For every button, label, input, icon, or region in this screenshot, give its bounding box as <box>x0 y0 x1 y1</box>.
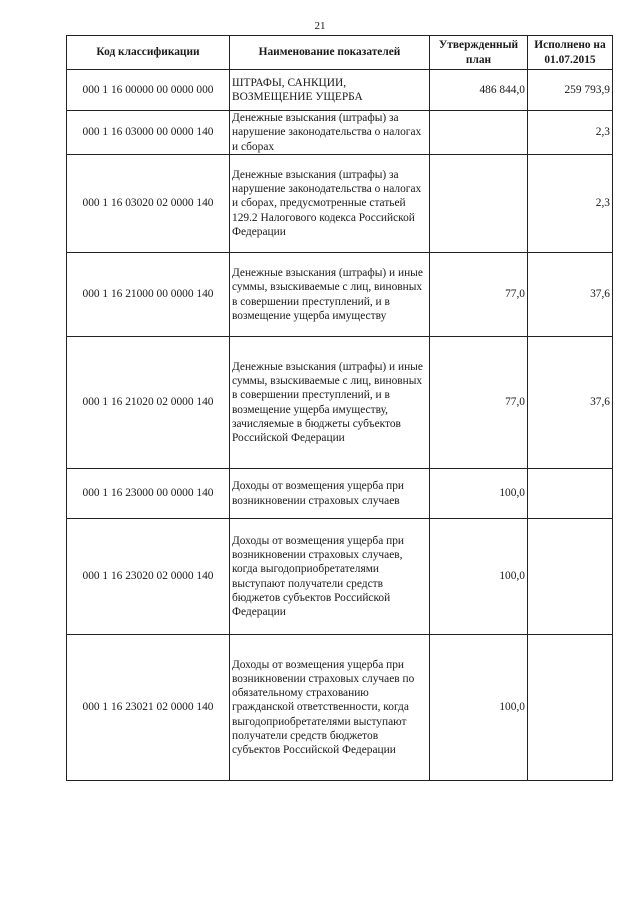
table-row <box>67 635 613 781</box>
row-name: Доходы от возмещения ущерба при возникновении страховых случаев, когда выгодоприобретателями выступают получатели средств бюджетов субъектов Российской Федерации <box>230 519 430 635</box>
table-row <box>67 337 613 469</box>
row-name: Денежные взыскания (штрафы) за нарушение законодательства о налогах и сборах, предусмотренные статьей 129.2 Налогового кодекса Российской Федерации <box>230 155 430 253</box>
row-code: 000 1 16 23000 00 0000 140 <box>67 469 230 519</box>
row-name: Денежные взыскания (штрафы) и иные суммы, взыскиваемые с лиц, виновных в совершении преступлений, и в возмещение ущерба имуществу, зачисляемые в бюджеты субъектов Российской Федерации <box>230 337 430 469</box>
table-row <box>67 70 613 111</box>
header-plan: Утвержденный план <box>430 36 528 70</box>
row-name: Денежные взыскания (штрафы) за нарушение законодательства о налогах и сборах <box>230 111 430 155</box>
row-plan <box>430 155 528 253</box>
table-row <box>67 469 613 519</box>
row-code: 000 1 16 03020 02 0000 140 <box>67 155 230 253</box>
table-row <box>67 111 613 155</box>
row-name: Доходы от возмещения ущерба при возникновении страховых случаев по обязательному страхованию гражданской ответственности, когда выгодоприобретателями выступают получатели средств бюджетов субъектов Российской Федерации <box>230 635 430 781</box>
header-name: Наименование показателей <box>230 36 430 70</box>
budget-table <box>66 35 613 781</box>
row-executed: 259 793,9 <box>528 70 613 111</box>
row-plan: 100,0 <box>430 469 528 519</box>
row-executed: 37,6 <box>528 337 613 469</box>
row-code: 000 1 16 21000 00 0000 140 <box>67 253 230 337</box>
row-plan <box>430 111 528 155</box>
header-code: Код классификации <box>67 36 230 70</box>
table-row <box>67 519 613 635</box>
row-executed <box>528 635 613 781</box>
row-name: ШТРАФЫ, САНКЦИИ, ВОЗМЕЩЕНИЕ УЩЕРБА <box>230 70 430 111</box>
row-code: 000 1 16 21020 02 0000 140 <box>67 337 230 469</box>
table-header-row <box>67 36 613 70</box>
row-plan: 486 844,0 <box>430 70 528 111</box>
row-plan: 100,0 <box>430 635 528 781</box>
row-name: Доходы от возмещения ущерба при возникновении страховых случаев <box>230 469 430 519</box>
header-executed: Исполнено на 01.07.2015 <box>528 36 613 70</box>
row-plan: 77,0 <box>430 337 528 469</box>
table-row <box>67 155 613 253</box>
row-executed <box>528 469 613 519</box>
row-executed: 2,3 <box>528 155 613 253</box>
row-code: 000 1 16 23021 02 0000 140 <box>67 635 230 781</box>
row-code: 000 1 16 00000 00 0000 000 <box>67 70 230 111</box>
row-name: Денежные взыскания (штрафы) и иные суммы, взыскиваемые с лиц, виновных в совершении преступлений, и в возмещение ущерба имуществу <box>230 253 430 337</box>
row-code: 000 1 16 23020 02 0000 140 <box>67 519 230 635</box>
table-row <box>67 253 613 337</box>
row-code: 000 1 16 03000 00 0000 140 <box>67 111 230 155</box>
row-executed <box>528 519 613 635</box>
row-executed: 37,6 <box>528 253 613 337</box>
row-executed: 2,3 <box>528 111 613 155</box>
row-plan: 100,0 <box>430 519 528 635</box>
row-plan: 77,0 <box>430 253 528 337</box>
page-number: 21 <box>314 20 326 32</box>
